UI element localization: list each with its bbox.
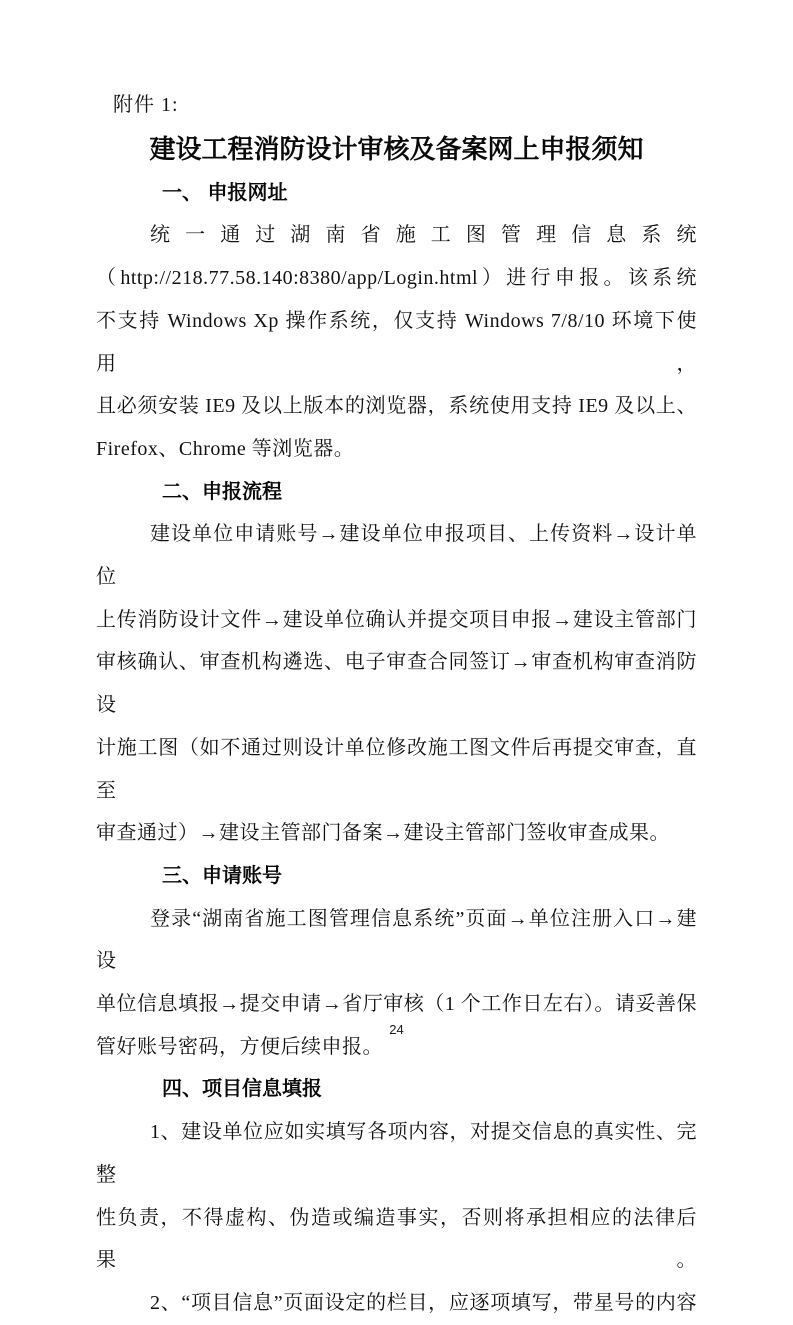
attachment-label: 附件 1:: [113, 94, 179, 116]
body-line: 计施工图（如不通过则设计单位修改施工图文件后再提交审查，直至: [96, 736, 697, 802]
body-line: 2、“项目信息”页面设定的栏目，应逐项填写，带星号的内容: [150, 1291, 697, 1314]
section-heading-3: 三、申请账号: [162, 864, 282, 887]
body-line: 且必须安装 IE9 及以上版本的浏览器，系统使用支持 IE9 及以上、: [96, 395, 697, 418]
section-heading-2: 二、申报流程: [162, 480, 282, 503]
body-line: 审核确认、审查机构遴选、电子审查合同签订→审查机构审查消防设: [96, 651, 697, 717]
section-heading-4: 四、项目信息填报: [162, 1078, 322, 1101]
body-line: 登录“湖南省施工图管理信息系统”页面→单位注册入口→建设: [96, 907, 697, 973]
body-line: 性负责，不得虚构、伪造或编造事实，否则将承担相应的法律后果。: [96, 1206, 697, 1272]
body-line: 建设单位申请账号→建设单位申报项目、上传资料→设计单位: [96, 523, 697, 589]
body-line: （http://218.77.58.140:8380/app/Login.html）进行申报。该系统: [96, 267, 697, 290]
body-line: Firefox、Chrome 等浏览器。: [96, 437, 355, 460]
body-line: 单位信息填报→提交申请→省厅审核（1 个工作日左右）。请妥善保: [96, 993, 697, 1016]
body-line: 不支持 Windows Xp 操作系统，仅支持 Windows 7/8/10 环境下使用，: [96, 309, 697, 375]
body-line: 管好账号密码，方便后续申报。: [96, 1035, 383, 1058]
body-line: 统一通过湖南省施工图管理信息系统: [150, 224, 697, 247]
page-number: 24: [389, 1022, 404, 1037]
body-line: 1、建设单位应如实填写各项内容，对提交信息的真实性、完整: [96, 1121, 697, 1186]
document-content: [96, 84, 697, 1325]
document-title: 建设工程消防设计审核及备案网上申报须知: [149, 133, 644, 164]
body-line: 审查通过）→建设主管部门备案→建设主管部门签收审查成果。: [96, 822, 670, 845]
body-line: 上传消防设计文件→建设单位确认并提交项目申报→建设主管部门: [96, 608, 697, 631]
section-heading-1: 一、 申报网址: [162, 181, 288, 204]
